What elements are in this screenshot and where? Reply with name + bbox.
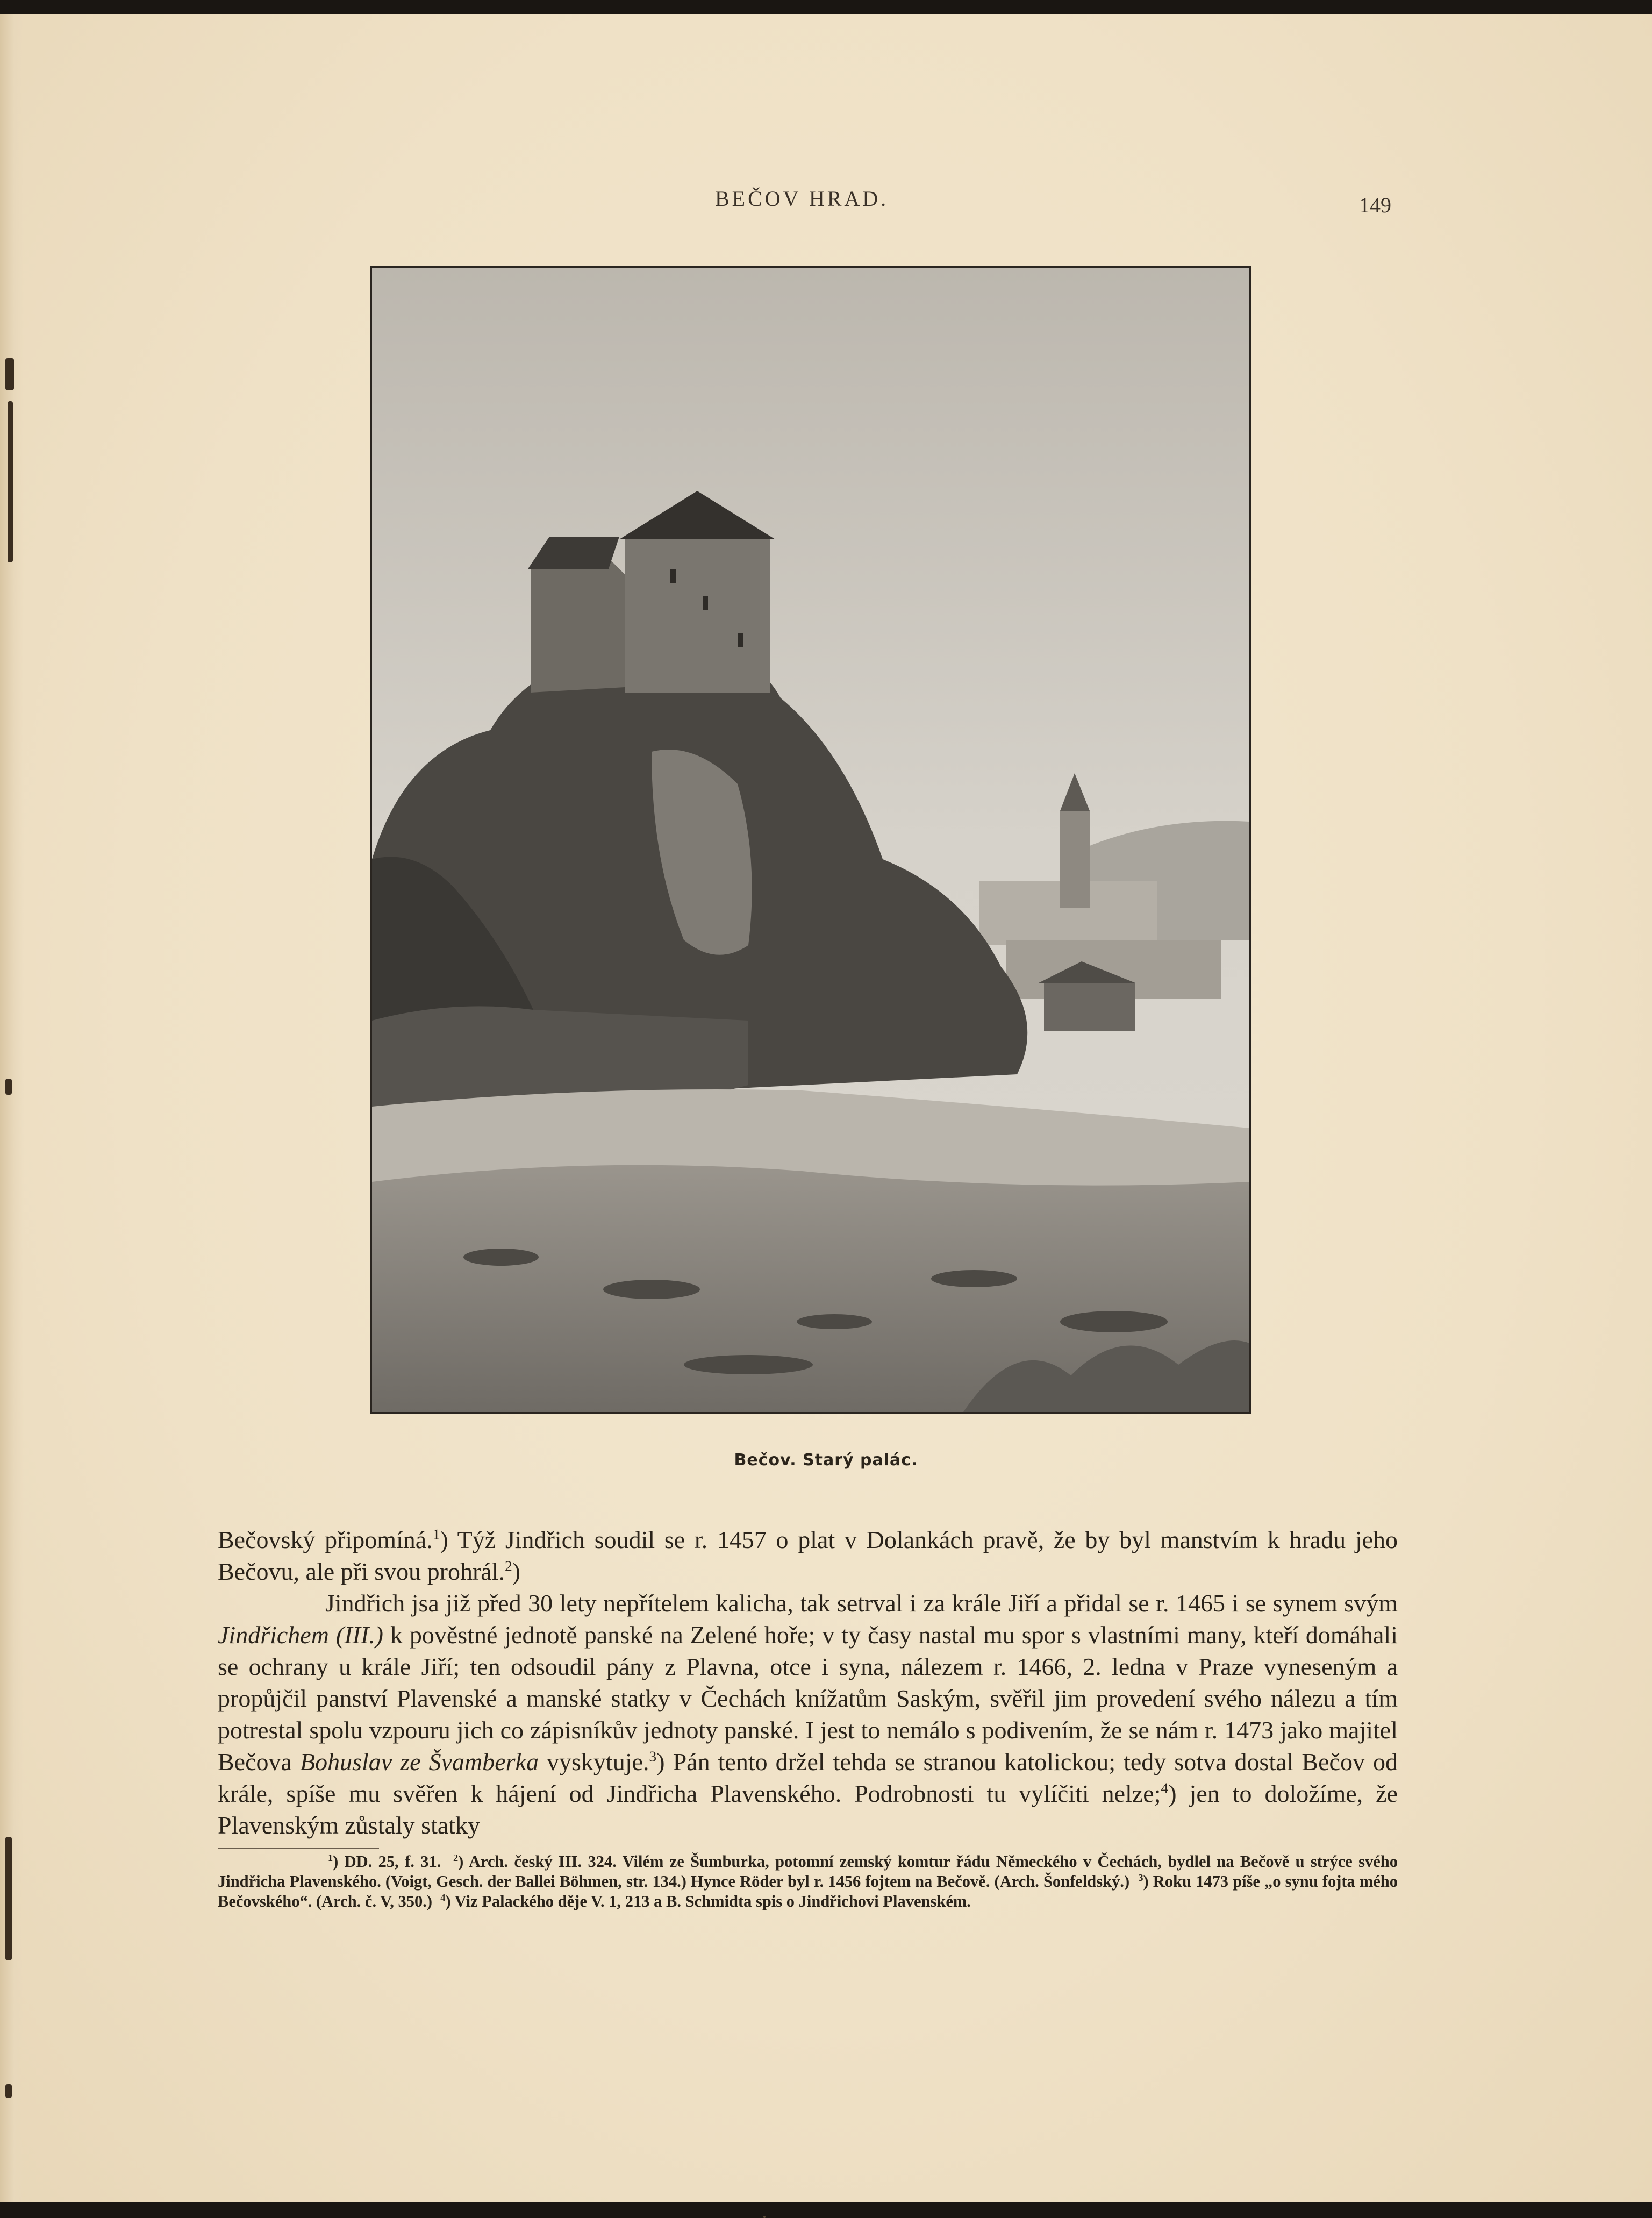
footnote-ref: 4 bbox=[1161, 1779, 1169, 1796]
footnote-rule bbox=[218, 1848, 379, 1849]
illustration-caption: Bečov. Starý palác. bbox=[734, 1451, 918, 1470]
binding-mark bbox=[5, 1837, 12, 1960]
footnote-mark: 3 bbox=[1138, 1872, 1143, 1884]
footnote-mark: 1 bbox=[328, 1852, 333, 1864]
page-binding-edge bbox=[0, 14, 24, 2202]
paragraph bbox=[218, 1524, 1398, 1587]
footnote-ref: 3 bbox=[649, 1748, 657, 1765]
text-run: Jindřich jsa již před 30 lety nepřítelem kalicha, tak setrval i za krále Jiří a přidal se r. 1465 i se synem svým bbox=[325, 1589, 1398, 1617]
text-run: ) jen to doložíme, že Plavenským zůstaly statky bbox=[218, 1780, 1398, 1839]
castle-landscape-illustration bbox=[372, 268, 1249, 1412]
footnote-mark: 2 bbox=[453, 1852, 459, 1864]
footnote-mark: 4 bbox=[440, 1892, 446, 1903]
binding-mark bbox=[8, 401, 13, 562]
text-run: vyskytuje. bbox=[538, 1748, 649, 1775]
page-speck bbox=[763, 2216, 766, 2218]
running-title: BEČOV HRAD. bbox=[715, 187, 889, 211]
binding-mark bbox=[5, 1079, 12, 1095]
footnote-text: ) Viz Palackého děje V. 1, 213 a B. Schmidta spis o Jindřichovi Plavenském. bbox=[445, 1892, 971, 1910]
footnotes bbox=[218, 1852, 1398, 1912]
footnote-text: ) Arch. český III. 324. Vilém ze Šumburka, potomní zemský komtur řádu Německého v Čechách, bydlel na Bečově u strýce svého Jindřicha Plavenského. (Voigt, Gesch. der Ballei Böhmen, str. 134.) Hynce Röder byl r. 1456 fojtem na Bečově. (Arch. Šonfeldský.) bbox=[218, 1852, 1398, 1891]
binding-mark bbox=[5, 2084, 12, 2098]
text-run: k pověstné jednotě panské na Zelené hoře; v ty časy nastal mu spor s vlastními many, kteří domáhali se ochrany u krále Jiří; ten odsoudil pány z Plavna, otce i syna, nálezem r. 1466, 2. ledna v Praze vyneseným a propůjčil panství Plavenské a manské statky v Čechách knížatům Saským, svěřil jim provedení svého nálezu a tím potrestal spolu vzpouru jich co zápisníkův jednoty panské. I jest to nemálo s podivením, že se nám r. 1473 jako majitel Bečova bbox=[218, 1621, 1398, 1775]
binding-mark bbox=[5, 358, 14, 390]
footnote-ref: 2 bbox=[504, 1557, 512, 1574]
text-run: ) Týž Jindřich soudil se r. 1457 o plat v Dolankách pravě, že by byl manstvím k hradu jeho Bečovu, ale při svou prohrál. bbox=[218, 1526, 1398, 1585]
footnote-text: ) DD. 25, f. 31. bbox=[333, 1852, 441, 1871]
footnote-text: ) Roku 1473 píše „o synu fojta mého Bečovského“. (Arch. č. V, 350.) bbox=[218, 1872, 1398, 1910]
page-number: 149 bbox=[1359, 193, 1391, 217]
person-name: Bohuslav ze Švamberka bbox=[299, 1748, 539, 1775]
illustration-plate bbox=[370, 266, 1251, 1414]
text-run: Bečovský připomíná. bbox=[218, 1526, 433, 1553]
text-run: ) bbox=[512, 1558, 521, 1585]
book-page bbox=[0, 14, 1652, 2202]
body-text bbox=[218, 1524, 1398, 1841]
paragraph bbox=[218, 1587, 1398, 1841]
footnote-ref: 1 bbox=[432, 1525, 440, 1543]
person-name: Jindřichem (III.) bbox=[218, 1621, 383, 1649]
text-run: ) Pán tento držel tehda se stranou katolickou; tedy sotva dostal Bečov od krále, spíše mu svěřen k hájení od Jindřicha Plavenského. Podrobnosti tu vylíčiti nelze; bbox=[218, 1748, 1398, 1807]
